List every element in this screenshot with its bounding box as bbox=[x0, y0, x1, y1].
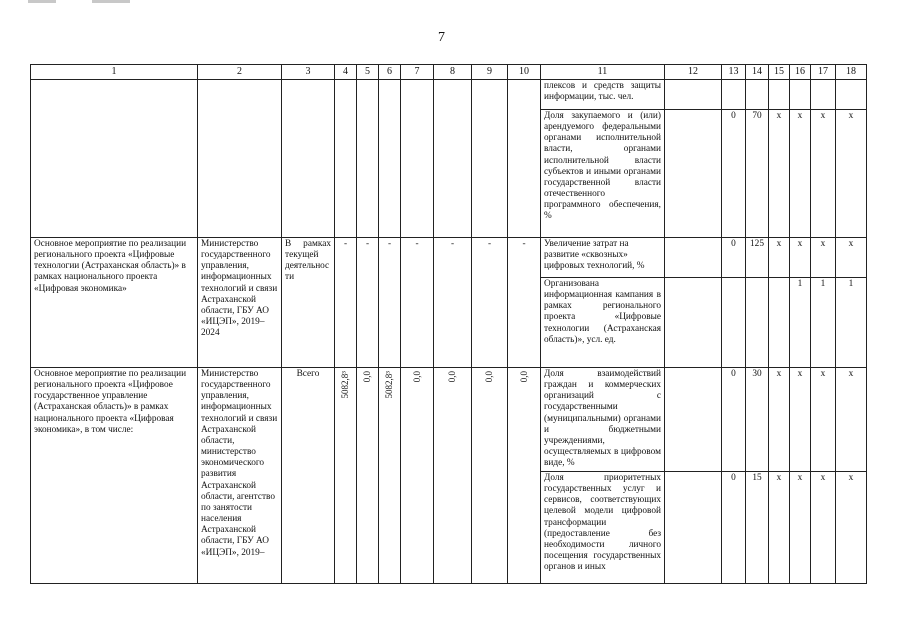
cell-value: 0 bbox=[722, 368, 746, 472]
cell-amount: 0,0 bbox=[362, 371, 373, 383]
table-row bbox=[31, 80, 867, 110]
col-header: 8 bbox=[434, 65, 472, 80]
cell-amount: 0,0 bbox=[411, 371, 422, 383]
table-row bbox=[31, 238, 867, 278]
col-header: 18 bbox=[836, 65, 867, 80]
cell-indicator: Доля взаимодействий граждан и коммерческих организаций с государственными (муниципальными) органами и бюджетными учреждениями, осуществляемых в цифровом виде, % bbox=[541, 368, 665, 472]
cell-value: x bbox=[790, 110, 811, 238]
col-header: 7 bbox=[401, 65, 434, 80]
cell-value: x bbox=[769, 238, 790, 278]
cell-amount: - bbox=[434, 238, 472, 368]
cell-value: 15 bbox=[746, 472, 769, 584]
cell-value: 0 bbox=[722, 110, 746, 238]
cell-value: x bbox=[836, 368, 867, 472]
cell-amount: - bbox=[357, 238, 379, 368]
col-header: 4 bbox=[335, 65, 357, 80]
col-header: 14 bbox=[746, 65, 769, 80]
page-number: 7 bbox=[438, 30, 445, 45]
scan-artifact bbox=[28, 0, 56, 3]
cell-value: x bbox=[811, 368, 836, 472]
cell-value: 0 bbox=[722, 472, 746, 584]
cell-value: x bbox=[769, 110, 790, 238]
col-header: 3 bbox=[282, 65, 335, 80]
cell-source: В рамках текущей деятельности bbox=[282, 238, 335, 368]
cell-indicator: Доля закупаемого и (или) арендуемого федеральными органами исполнительной власти, органами исполнительной власти субъектов и иными органами государственной власти отечественного программного обеспечения, % bbox=[541, 110, 665, 238]
cell-executor: Министерство государственного управления, информационных технологий и связи Астраханской области, министерство экономического развития Астраханской области, агентство по занятости населения Астраханской области, ГБУ АО «ИЦЭП», 2019– bbox=[198, 368, 282, 584]
cell-indicator: плексов и средств защиты информации, тыс. чел. bbox=[541, 80, 665, 110]
col-header: 1 bbox=[31, 65, 198, 80]
col-header: 9 bbox=[472, 65, 508, 80]
cell-value: 0 bbox=[722, 238, 746, 278]
scan-artifact bbox=[92, 0, 130, 3]
cell-amount: 5082,8³ bbox=[340, 371, 351, 399]
cell-value: x bbox=[769, 368, 790, 472]
cell-amount: 0,0 bbox=[484, 371, 495, 383]
cell-measure: Основное мероприятие по реализации регионального проекта «Цифровое государственное управление (Астраханская область)» в рамках национального проекта «Цифровая экономика», в том числе: bbox=[31, 368, 198, 584]
cell-source: Всего bbox=[282, 368, 335, 584]
cell-indicator: Организована информационная кампания в рамках регионального проекта «Цифровые технологии (Астраханская область)», усл. ед. bbox=[541, 278, 665, 368]
column-number-row bbox=[31, 65, 867, 80]
cell-amount: - bbox=[508, 238, 541, 368]
cell-source bbox=[282, 80, 335, 238]
cell-value: x bbox=[836, 238, 867, 278]
col-header: 13 bbox=[722, 65, 746, 80]
cell-value: x bbox=[769, 472, 790, 584]
cell-value: x bbox=[811, 472, 836, 584]
cell-value: x bbox=[836, 472, 867, 584]
cell-measure: Основное мероприятие по реализации регионального проекта «Цифровые технологии (Астраханская область)» в рамках национального проекта «Цифровая экономика» bbox=[31, 238, 198, 368]
cell-measure bbox=[31, 80, 198, 238]
cell-value: 1 bbox=[790, 278, 811, 368]
cell-value: 125 bbox=[746, 238, 769, 278]
cell-indicator: Доля приоритетных государственных услуг и сервисов, соответствующих целевой модели цифровой трансформации (предоставление без необходимости личного посещения государственных органов и иных bbox=[541, 472, 665, 584]
col-header: 10 bbox=[508, 65, 541, 80]
measures-table bbox=[30, 64, 867, 584]
cell-amount: 0,0 bbox=[518, 371, 529, 383]
cell-amount: 0,0 bbox=[447, 371, 458, 383]
cell-amount: - bbox=[472, 238, 508, 368]
col-header: 5 bbox=[357, 65, 379, 80]
col-header: 6 bbox=[379, 65, 401, 80]
col-header: 11 bbox=[541, 65, 665, 80]
cell-amount: 5082,8³ bbox=[384, 371, 395, 399]
cell-amount: - bbox=[335, 238, 357, 368]
col-header: 2 bbox=[198, 65, 282, 80]
cell-value: x bbox=[811, 110, 836, 238]
cell-amount: - bbox=[379, 238, 401, 368]
col-header: 16 bbox=[790, 65, 811, 80]
col-header: 12 bbox=[665, 65, 722, 80]
cell-value: x bbox=[836, 110, 867, 238]
cell-value: 1 bbox=[811, 278, 836, 368]
cell-indicator: Увеличение затрат на развитие «сквозных» цифровых технологий, % bbox=[541, 238, 665, 278]
cell-value: 1 bbox=[836, 278, 867, 368]
col-header: 17 bbox=[811, 65, 836, 80]
cell-value: x bbox=[790, 472, 811, 584]
cell-value: 30 bbox=[746, 368, 769, 472]
cell-executor: Министерство государственного управления, информационных технологий и связи Астраханской области, ГБУ АО «ИЦЭП», 2019–2024 bbox=[198, 238, 282, 368]
cell-value: x bbox=[790, 238, 811, 278]
cell-value: x bbox=[811, 238, 836, 278]
cell-value: 70 bbox=[746, 110, 769, 238]
cell-executor bbox=[198, 80, 282, 238]
col-header: 15 bbox=[769, 65, 790, 80]
table-row bbox=[31, 368, 867, 472]
cell-value: x bbox=[790, 368, 811, 472]
cell-amount: - bbox=[401, 238, 434, 368]
